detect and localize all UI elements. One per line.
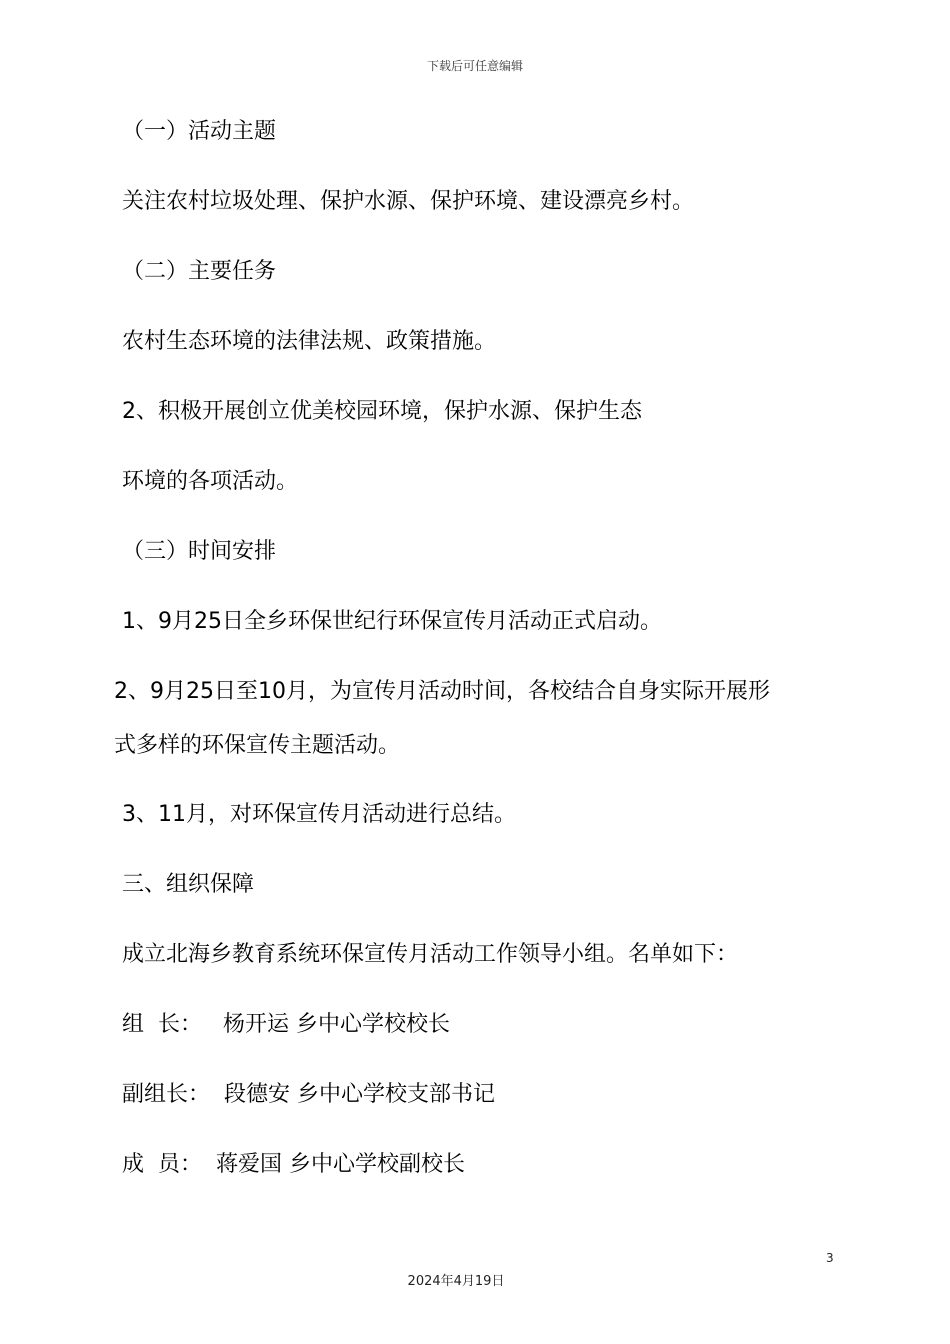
section-heading-main-tasks: （二）主要任务	[122, 259, 277, 284]
member-deputy-leader: 副组长： 段德安 乡中心学校支部书记	[122, 1082, 495, 1107]
section-heading-activity-theme: （一）活动主题	[122, 119, 277, 144]
paragraph-leadership-group: 成立北海乡教育系统环保宣传月活动工作领导小组。名单如下：	[122, 942, 739, 967]
schedule-item-2: 2、9月25日至10月，为宣传月活动时间，各校结合自身实际开展形	[114, 679, 770, 704]
schedule-item-2-continued: 式多样的环保宣传主题活动。	[114, 733, 401, 758]
page-number: 3	[826, 1251, 834, 1265]
page-header: 下载后可任意编辑	[426, 59, 523, 73]
section-heading-schedule: （三）时间安排	[122, 539, 277, 564]
schedule-item-1: 1、9月25日全乡环保世纪行环保宣传月活动正式启动。	[122, 609, 662, 634]
member-leader: 组 长： 杨开运 乡中心学校校长	[122, 1012, 450, 1037]
paragraph-theme-text: 关注农村垃圾处理、保护水源、保护环境、建设漂亮乡村。	[122, 189, 695, 214]
paragraph-task-2: 2、积极开展创立优美校园环境，保护水源、保护生态	[122, 399, 642, 424]
member-member: 成 员： 蒋爱国 乡中心学校副校长	[122, 1152, 465, 1177]
paragraph-task-2-continued: 环境的各项活动。	[122, 469, 299, 494]
paragraph-task-1: 农村生态环境的法律法规、政策措施。	[122, 329, 497, 354]
section-heading-organization: 三、组织保障	[122, 872, 255, 897]
page-date: 2024年4月19日	[407, 1274, 505, 1289]
schedule-item-3: 3、11月，对环保宣传月活动进行总结。	[122, 802, 516, 827]
